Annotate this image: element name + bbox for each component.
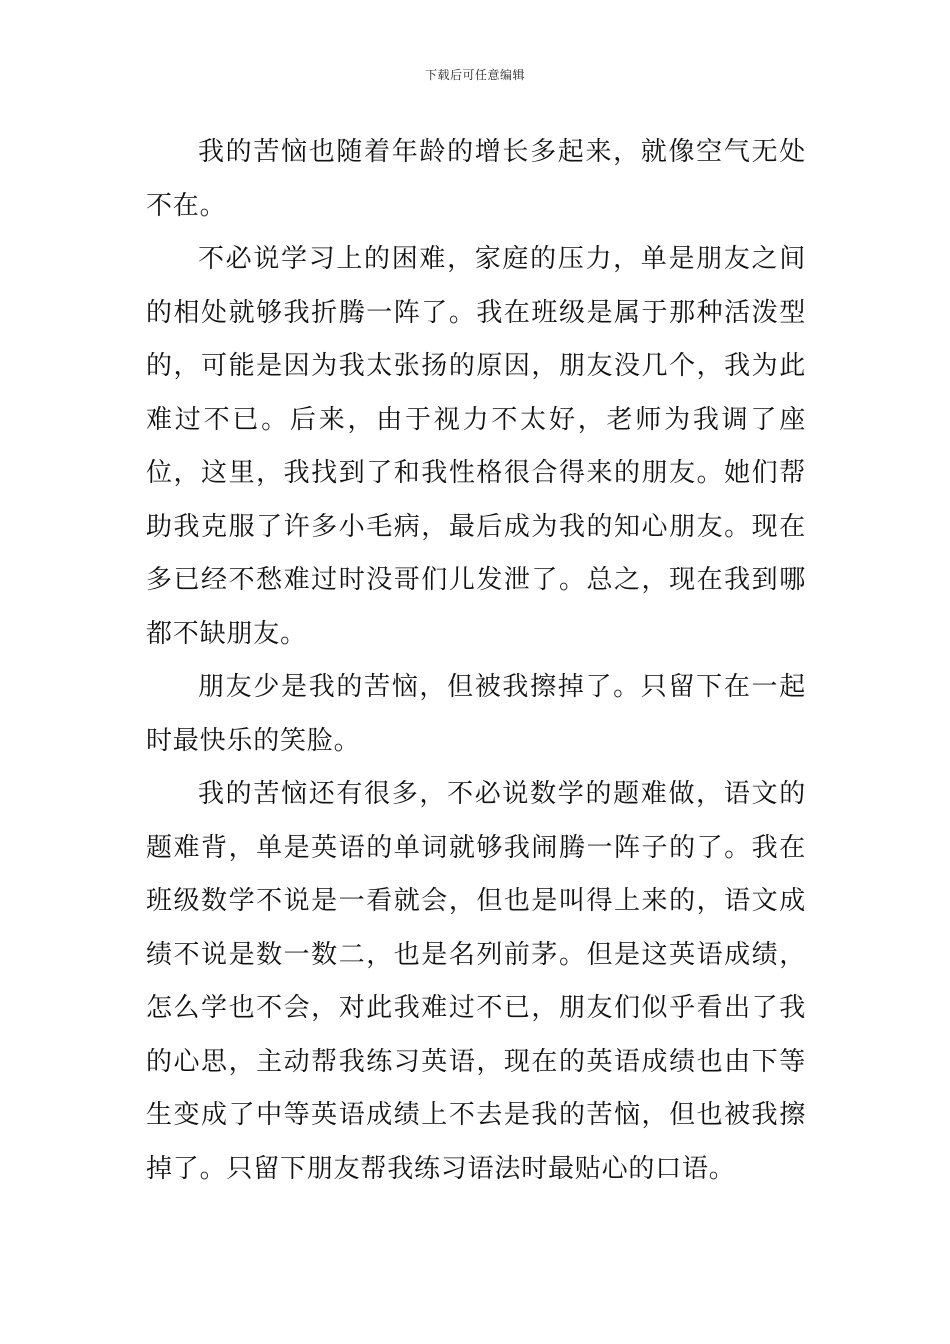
page-header: 下载后可任意编辑 [424, 68, 525, 82]
document-body [146, 126, 806, 1196]
paragraph-1: 我的苦恼也随着年龄的增长多起来，就像空气无处不在。 [146, 137, 806, 221]
paragraph-4: 我的苦恼还有很多，不必说数学的题难做，语文的题难背，单是英语的单词就够我闹腾一阵子的了。我在班级数学不说是一看就会，但也是叫得上来的，语文成绩不说是数一数二，也是名列前茅。但是这英语成绩，怎么学也不会，对此我难过不已，朋友们似乎看出了我的心思，主动帮我练习英语，现在的英语成绩也由下等生变成了中等英语成绩上不去是我的苦恼，但也被我擦掉了。只留下朋友帮我练习语法时最贴心的口语。 [146, 779, 806, 1184]
paragraph-3: 朋友少是我的苦恼，但被我擦掉了。只留下在一起时最快乐的笑脸。 [146, 672, 806, 756]
paragraph-2: 不必说学习上的困难，家庭的压力，单是朋友之间的相处就够我折腾一阵了。我在班级是属于那种活泼型的，可能是因为我太张扬的原因，朋友没几个，我为此难过不已。后来，由于视力不太好，老师为我调了座位，这里，我找到了和我性格很合得来的朋友。她们帮助我克服了许多小毛病，最后成为我的知心朋友。现在多已经不愁难过时没哥们儿发泄了。总之，现在我到哪都不缺朋友。 [146, 244, 806, 649]
